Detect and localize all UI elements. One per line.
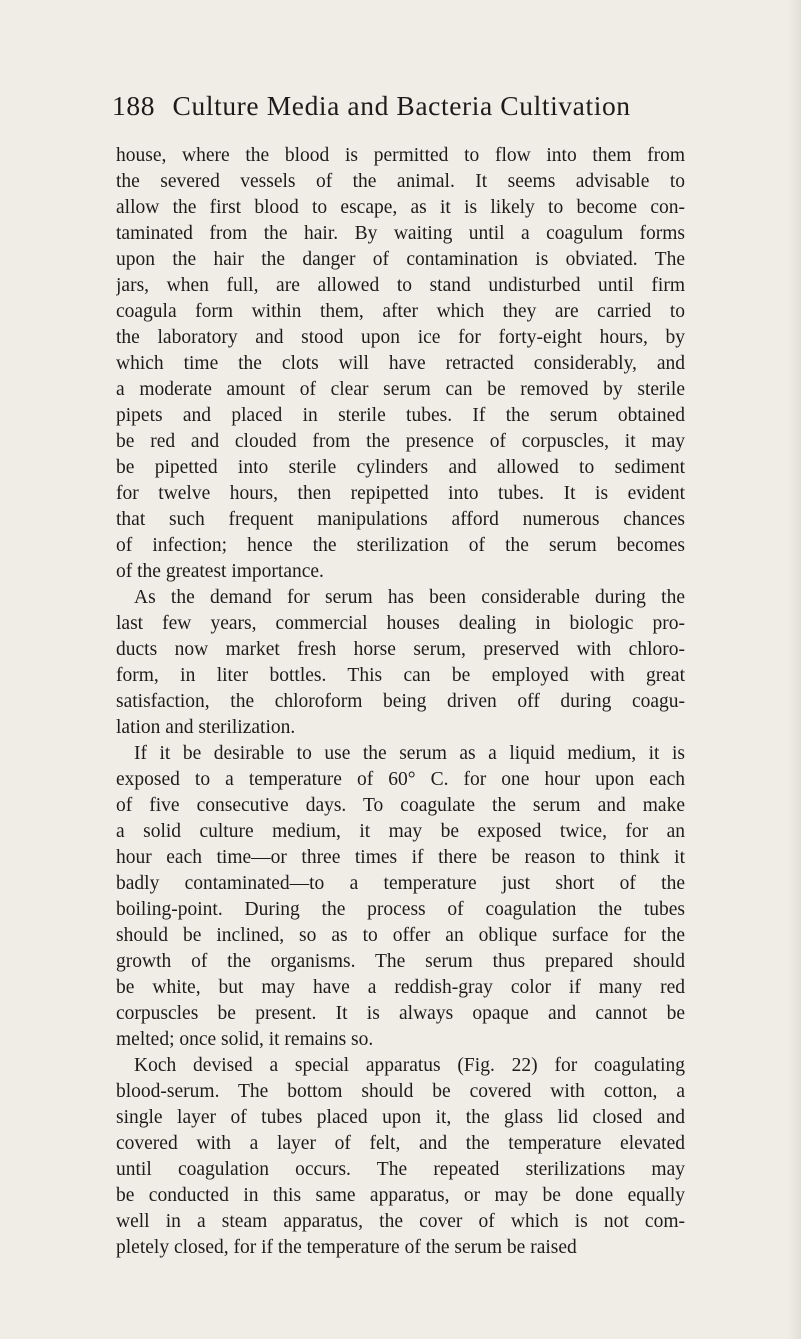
text-line: well in a steam apparatus, the cover of which is not com-	[116, 1211, 685, 1232]
text-line: last few years, commercial houses dealing in biologic pro-	[116, 613, 685, 634]
text-line: which time the clots will have retracted considerably, and	[116, 353, 685, 374]
text-line: exposed to a temperature of 60° C. for one hour upon each	[116, 769, 685, 790]
text-line: jars, when full, are allowed to stand undisturbed until firm	[116, 275, 685, 296]
text-line: should be inclined, so as to offer an oblique surface for the	[116, 925, 685, 946]
text-line: pletely closed, for if the temperature of the serum be raised	[116, 1237, 577, 1258]
body-text	[116, 143, 685, 1261]
text-line: the severed vessels of the animal. It seems advisable to	[116, 171, 685, 192]
page-edge-shadow	[787, 0, 801, 1339]
text-line: house, where the blood is permitted to flow into them from	[116, 145, 685, 166]
text-line: single layer of tubes placed upon it, the glass lid closed and	[116, 1107, 685, 1128]
running-head-title: Culture Media and Bacteria Cultivation	[172, 90, 631, 121]
text-line: blood-serum. The bottom should be covered with cotton, a	[116, 1081, 685, 1102]
text-line: upon the hair the danger of contamination is obviated. The	[116, 249, 685, 270]
text-line: If it be desirable to use the serum as a liquid medium, it is	[134, 743, 685, 764]
text-line: until coagulation occurs. The repeated sterilizations may	[116, 1159, 685, 1180]
paragraph	[116, 143, 685, 585]
paragraph	[116, 585, 685, 741]
text-line: As the demand for serum has been considerable during the	[134, 587, 685, 608]
text-line: the laboratory and stood upon ice for forty-eight hours, by	[116, 327, 685, 348]
text-line: melted; once solid, it remains so.	[116, 1029, 374, 1050]
text-line: coagula form within them, after which they are carried to	[116, 301, 685, 322]
text-line: for twelve hours, then repipetted into tubes. It is evident	[116, 483, 685, 504]
text-line: Koch devised a special apparatus (Fig. 22) for coagulating	[134, 1055, 685, 1076]
text-line: taminated from the hair. By waiting until a coagulum forms	[116, 223, 685, 244]
text-line: be pipetted into sterile cylinders and allowed to sediment	[116, 457, 685, 478]
page-number: 188	[112, 90, 156, 121]
text-line: be white, but may have a reddish-gray color if many red	[116, 977, 685, 998]
text-line: that such frequent manipulations afford numerous chances	[116, 509, 685, 530]
running-head	[112, 90, 692, 122]
text-line: a moderate amount of clear serum can be removed by sterile	[116, 379, 685, 400]
text-line: of five consecutive days. To coagulate the serum and make	[116, 795, 685, 816]
text-line: of infection; hence the sterilization of the serum becomes	[116, 535, 685, 556]
text-line: corpuscles be present. It is always opaque and cannot be	[116, 1003, 685, 1024]
text-line: satisfaction, the chloroform being driven off during coagu-	[116, 691, 685, 712]
text-line: pipets and placed in sterile tubes. If the serum obtained	[116, 405, 685, 426]
paragraph	[116, 1053, 685, 1261]
text-line: be conducted in this same apparatus, or may be done equally	[116, 1185, 685, 1206]
text-line: hour each time—or three times if there be reason to think it	[116, 847, 685, 868]
text-line: form, in liter bottles. This can be employed with great	[116, 665, 685, 686]
text-line: boiling-point. During the process of coagulation the tubes	[116, 899, 685, 920]
text-line: lation and sterilization.	[116, 717, 296, 738]
text-line: of the greatest importance.	[116, 561, 324, 582]
text-line: allow the first blood to escape, as it is likely to become con-	[116, 197, 685, 218]
text-line: growth of the organisms. The serum thus prepared should	[116, 951, 685, 972]
text-line: ducts now market fresh horse serum, preserved with chloro-	[116, 639, 685, 660]
paragraph	[116, 741, 685, 1053]
text-line: badly contaminated—to a temperature just short of the	[116, 873, 685, 894]
text-line: covered with a layer of felt, and the temperature elevated	[116, 1133, 685, 1154]
text-line: be red and clouded from the presence of corpuscles, it may	[116, 431, 685, 452]
text-line: a solid culture medium, it may be exposed twice, for an	[116, 821, 685, 842]
